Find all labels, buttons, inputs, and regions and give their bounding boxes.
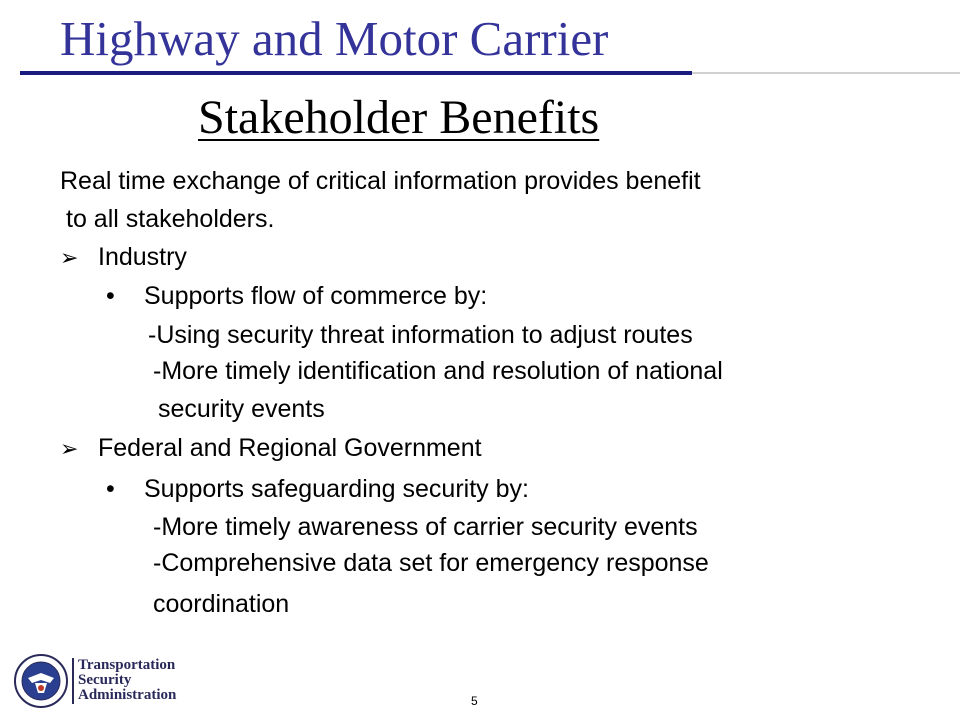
bullet-dot-icon: •: [106, 282, 115, 310]
arrow-bullet-icon: ➢: [60, 436, 79, 461]
logo-line-2: Security: [78, 672, 132, 688]
slide-subtitle: Stakeholder Benefits: [198, 91, 600, 144]
government-item: coordination: [153, 590, 290, 618]
industry-item: security events: [158, 395, 325, 423]
logo-text: [78, 658, 176, 703]
slide-title: Highway and Motor Carrier: [60, 11, 609, 66]
industry-bullet-row: [106, 281, 487, 311]
logo-divider: [72, 658, 74, 704]
title-rule-light: [692, 72, 960, 74]
bullet-dot-icon: •: [106, 475, 115, 503]
government-item: -Comprehensive data set for emergency response: [153, 549, 709, 577]
industry-item: -More timely identification and resolution of national: [153, 357, 723, 385]
intro-line-2: to all stakeholders.: [66, 205, 275, 233]
government-heading: Federal and Regional Government: [98, 434, 482, 462]
title-rule: [20, 71, 692, 75]
intro-line-1: Real time exchange of critical information provides benefit: [60, 167, 701, 195]
industry-heading: Industry: [98, 243, 187, 271]
page-number: 5: [471, 694, 478, 708]
government-heading-row: [60, 433, 482, 463]
tsa-logo: [14, 654, 177, 710]
industry-heading-row: [60, 242, 187, 272]
logo-line-3: Administration: [78, 687, 177, 703]
industry-item: -Using security threat information to adjust routes: [148, 321, 693, 349]
government-item: -More timely awareness of carrier security events: [153, 513, 698, 541]
industry-bullet: Supports flow of commerce by:: [144, 282, 488, 310]
arrow-bullet-icon: ➢: [60, 245, 79, 270]
government-bullet: Supports safeguarding security by:: [144, 475, 529, 503]
government-bullet-row: [106, 474, 529, 504]
dhs-seal-icon: [14, 654, 68, 708]
logo-line-1: Transportation: [78, 657, 176, 673]
